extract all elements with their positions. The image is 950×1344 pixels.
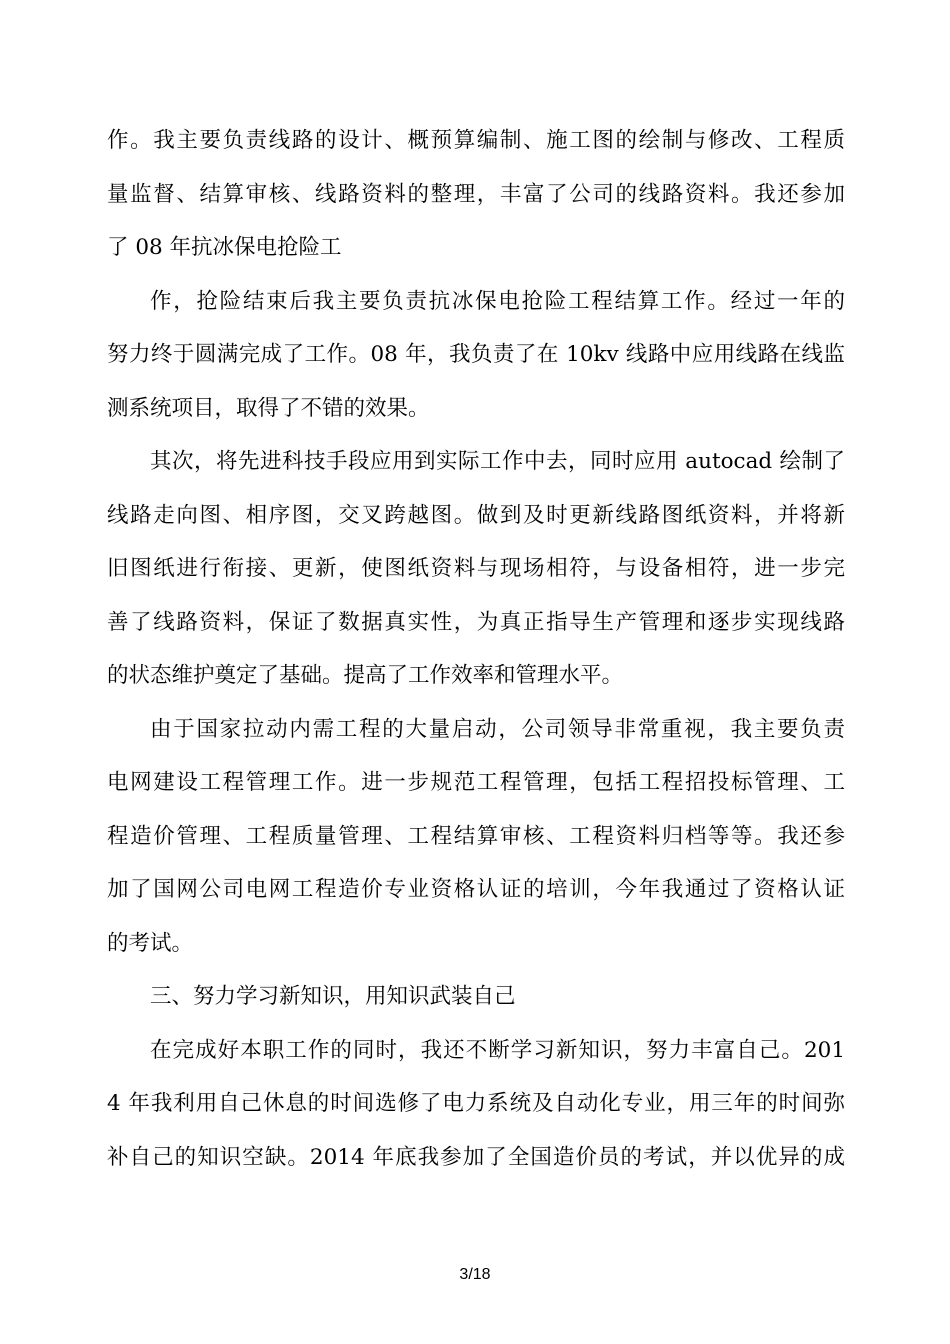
- text-line: 善了线路资料，保证了数据真实性，为真正指导生产管理和逐步实现线路: [107, 609, 845, 635]
- text-line: 量监督、结算审核、线路资料的整理，丰富了公司的线路资料。我还参加: [107, 181, 845, 207]
- text-line: 的考试。: [107, 930, 194, 956]
- text-line: 加了国网公司电网工程造价专业资格认证的培训，今年我通过了资格认证: [107, 877, 845, 902]
- text-line: 作。我主要负责线路的设计、概预算编制、施工图的绘制与修改、工程质: [107, 128, 845, 153]
- page-number: 3/18: [459, 1266, 491, 1283]
- section-heading: 三、努力学习新知识，用知识武装自己: [150, 984, 516, 1009]
- text-line: 旧图纸进行衔接、更新，使图纸资料与现场相符，与设备相符，进一步完: [107, 556, 845, 581]
- text-line: 在完成好本职工作的同时，我还不断学习新知识，努力丰富自己。201: [150, 1037, 845, 1063]
- text-line: 测系统项目，取得了不错的效果。: [107, 395, 430, 421]
- text-line: 了 08 年抗冰保电抢险工: [107, 235, 342, 260]
- text-line: 其次，将先进科技手段应用到实际工作中去，同时应用 autocad 绘制了: [150, 449, 845, 474]
- text-line: 4 年我利用自己休息的时间选修了电力系统及自动化专业，用三年的时间弥: [107, 1091, 845, 1116]
- text-line: 由于国家拉动内需工程的大量启动，公司领导非常重视，我主要负责: [150, 716, 845, 742]
- text-line: 程造价管理、工程质量管理、工程结算审核、工程资料归档等等。我还参: [107, 823, 845, 849]
- document-body: [107, 114, 845, 1184]
- text-line: 作，抢险结束后我主要负责抗冰保电抢险工程结算工作。经过一年的: [150, 288, 845, 314]
- text-line: 线路走向图、相序图，交叉跨越图。做到及时更新线路图纸资料，并将新: [107, 502, 845, 528]
- text-line: 努力终于圆满完成了工作。08 年，我负责了在 10kv 线路中应用线路在线监: [107, 342, 845, 367]
- text-line: 补自己的知识空缺。2014 年底我参加了全国造价员的考试，并以优异的成: [107, 1144, 845, 1170]
- text-line: 电网建设工程管理工作。进一步规范工程管理，包括工程招投标管理、工: [107, 770, 845, 795]
- text-line: 的状态维护奠定了基础。提高了工作效率和管理水平。: [107, 663, 624, 688]
